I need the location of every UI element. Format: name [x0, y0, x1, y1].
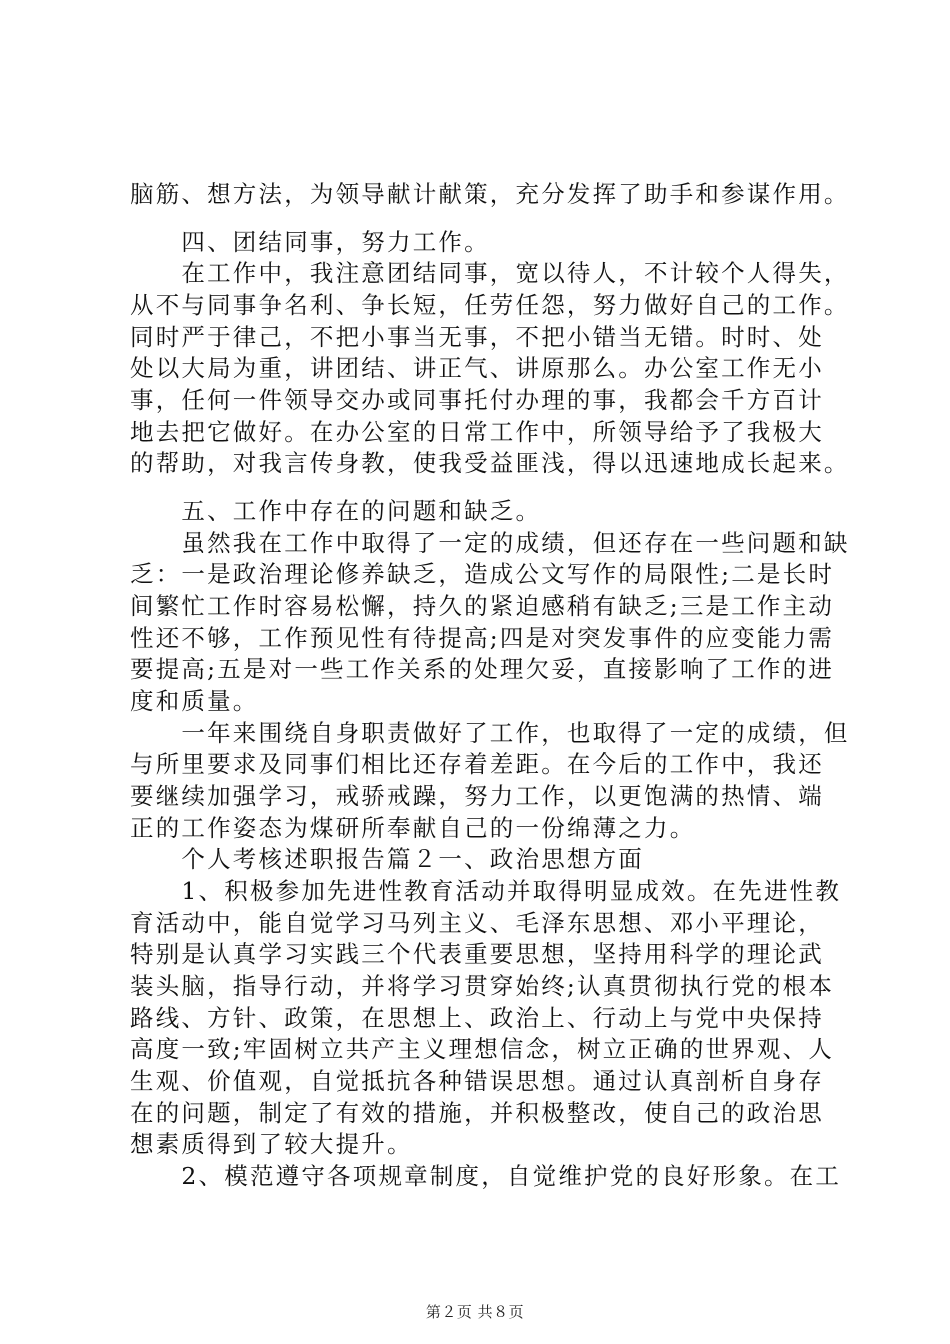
text-line: 装头脑，指导行动，并将学习贯穿始终;认真贯彻执行党的根本	[130, 972, 835, 1000]
text-line: 性还不够，工作预见性有待提高;四是对突发事件的应变能力需	[130, 624, 835, 652]
text-line: 间繁忙工作时容易松懈，持久的紧迫感稍有缺乏;三是工作主动	[130, 592, 835, 620]
text-line: 想素质得到了较大提升。	[130, 1130, 413, 1158]
text-line: 特别是认真学习实践三个代表重要思想，坚持用科学的理论武	[130, 940, 824, 968]
text-line: 要提高;五是对一些工作关系的处理欠妥，直接影响了工作的进	[130, 655, 835, 683]
text-line: 的帮助，对我言传身教，使我受益匪浅，得以迅速地成长起来。	[130, 449, 850, 477]
text-line: 度和质量。	[130, 687, 259, 715]
text-line: 与所里要求及同事们相比还存着差距。在今后的工作中，我还	[130, 750, 824, 778]
text-line: 路线、方针、政策，在思想上、政治上、行动上与党中央保持	[130, 1004, 824, 1032]
text-line: 在工作中，我注意团结同事，宽以待人，不计较个人得失，	[130, 259, 850, 287]
text-line: 地去把它做好。在办公室的日常工作中，所领导给予了我极大	[130, 418, 824, 446]
text-line: 脑筋、想方法，为领导献计献策，充分发挥了助手和参谋作用。	[130, 180, 850, 208]
text-line: 高度一致;牢固树立共产主义理想信念，树立正确的世界观、人	[130, 1035, 835, 1063]
text-line: 处以大局为重，讲团结、讲正气、讲原那么。办公室工作无小	[130, 354, 824, 382]
text-line: 乏：一是政治理论修养缺乏，造成公文写作的局限性;二是长时	[130, 560, 835, 588]
text-line: 2、模范遵守各项规章制度，自觉维护党的良好形象。在工	[130, 1162, 842, 1190]
text-line: 在的问题，制定了有效的措施，并积极整改，使自己的政治思	[130, 1099, 824, 1127]
text-line: 要继续加强学习，戒骄戒躁，努力工作，以更饱满的热情、端	[130, 782, 824, 810]
text-line: 一年来围绕自身职责做好了工作，也取得了一定的成绩，但	[130, 719, 850, 747]
text-line: 虽然我在工作中取得了一定的成绩，但还存在一些问题和缺	[130, 529, 850, 557]
text-line: 育活动中，能自觉学习马列主义、毛泽东思想、邓小平理论，	[130, 909, 824, 937]
text-line: 生观、价值观，自觉抵抗各种错误思想。通过认真剖析自身存	[130, 1067, 824, 1095]
page-number-footer: 第２页 共８页	[425, 1303, 525, 1321]
text-line: 正的工作姿态为煤研所奉献自己的一份绵薄之力。	[130, 814, 696, 842]
text-line: 同时严于律己，不把小事当无事，不把小错当无错。时时、处	[130, 323, 824, 351]
section-heading: 个人考核述职报告篇２一、政治思想方面	[130, 845, 644, 873]
text-line: 从不与同事争名利、争长短，任劳任怨，努力做好自己的工作。	[130, 291, 850, 319]
text-line: 事，任何一件领导交办或同事托付办理的事，我都会千方百计	[130, 386, 824, 414]
text-line: 1、积极参加先进性教育活动并取得明显成效。在先进性教	[130, 877, 842, 905]
section-heading: 五、工作中存在的问题和缺乏。	[130, 497, 542, 525]
section-heading: 四、团结同事，努力工作。	[130, 228, 490, 256]
